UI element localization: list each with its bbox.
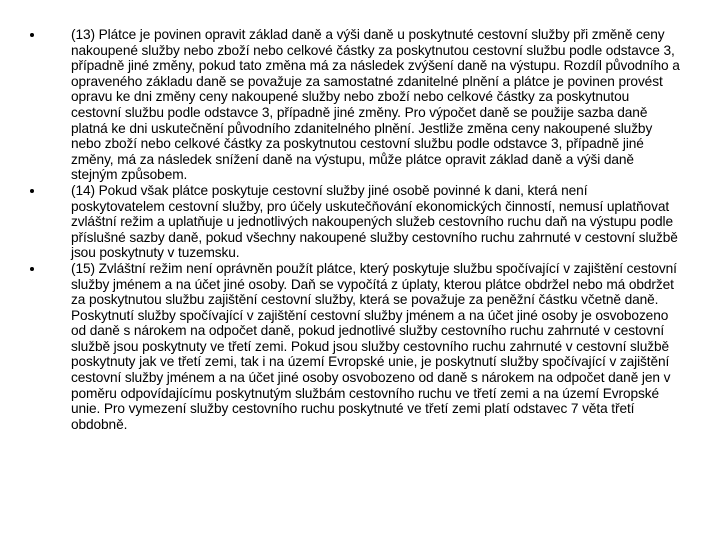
paragraph-13-text: (13) Plátce je povinen opravit základ daně a výši daně u poskytnuté cestovní služby při změně ceny nakoupené služby nebo zboží nebo celkové částky za poskytnutou cestovní službu podle odstavce 3, případně jiné změny, pokud tato změna má za následek zvýšení daně na výstupu. Rozdíl původního a opraveného základu daně se považuje za samostatné zdanitelné plnění a plátce je povinen provést opravu ke dni změny ceny nakoupené služby nebo zboží nebo celkové částky za poskytnutou cestovní službu podle odstavce 3, případně jiné změny. Pro výpočet daně se použije sazba daně platná ke dni uskutečnění původního zdanitelného plnění. Jestliže změna ceny nakoupené služby nebo zboží nebo celkové částky za poskytnutou cestovní službu podle odstavce 3, případně jiné změny, má za následek snížení daně na výstupu, může plátce opravit základ daně a výši daně stejným způsobem.: [71, 27, 680, 183]
bullet-dot-icon: [30, 189, 34, 193]
paragraph-15-text: (15) Zvláštní režim není oprávněn použít plátce, který poskytuje službu spočívající v zajištění cestovní služby jménem a na účet jiné osoby. Daň se vypočítá z úplaty, kterou plátce obdržel nebo má obdržet za poskytnutou službu zajištění cestovní služby, která se považuje za peněžní částku včetně daně. Poskytnutí služby spočívající v zajištění cestovní služby jménem a na účet jiné osoby je osvobozeno od daně s nárokem na odpočet daně, pokud jednotlivé služby cestovního ruchu zahrnuté v cestovní službě jsou poskytnuty ve třetí zemi. Pokud jsou služby cestovního ruchu zahrnuté v cestovní službě poskytnuty jak ve třetí zemi, tak i na území Evropské unie, je poskytnutí služby spočívající v zajištění cestovní služby jménem a na účet jiné osoby osvobozeno od daně s nárokem na odpočet daně jen v poměru odpovídajícímu poskytnutým službám cestovního ruchu ve třetí zemi a na území Evropské unie. Pro vymezení služby cestovního ruchu poskytnuté ve třetí zemi platí odstavec 7 věta třetí obdobně.: [71, 260, 677, 432]
bullet-dot-icon: [30, 267, 34, 271]
bullet-list: [30, 27, 680, 432]
list-item: [30, 27, 680, 183]
list-item: [30, 261, 680, 433]
list-item: [30, 183, 680, 261]
bullet-dot-icon: [30, 33, 34, 37]
paragraph-14-text: (14) Pokud však plátce poskytuje cestovní služby jiné osobě povinné k dani, která není poskytovatelem cestovní služby, pro účely uskutečňování ekonomických činností, nemusí uplatňovat zvláštní režim a uplatňuje u jednotlivých nakoupených služeb cestovního ruchu daň na výstupu podle příslušné sazby daně, pokud všechny nakoupené služby cestovního ruchu zahrnuté v cestovní službě jsou poskytnuty v tuzemsku.: [71, 182, 678, 261]
